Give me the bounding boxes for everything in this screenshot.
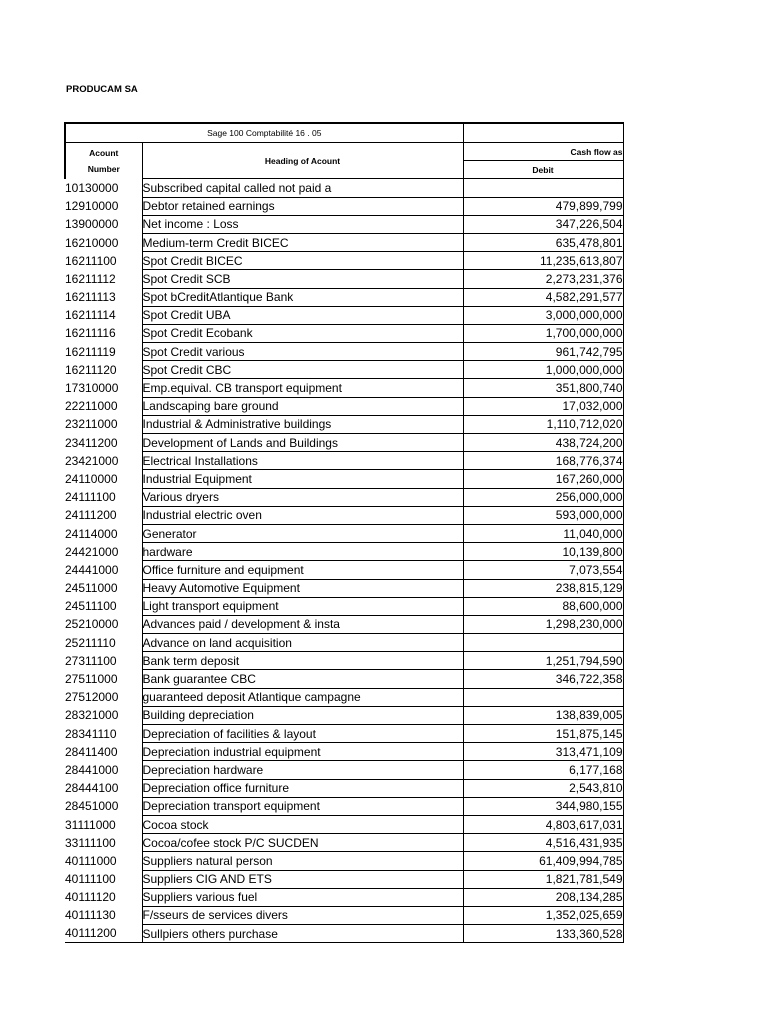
account-heading-cell: Suppliers various fuel: [142, 888, 463, 906]
account-number-cell: 40111000: [65, 852, 142, 870]
account-heading-cell: Various dryers: [142, 488, 463, 506]
debit-header: Debit: [463, 161, 623, 179]
account-heading-cell: Spot Credit SCB: [142, 270, 463, 288]
table-row: [65, 706, 623, 724]
debit-cell: 479,899,799: [463, 197, 623, 215]
account-number-cell: 28411400: [65, 743, 142, 761]
debit-cell: 347,226,504: [463, 215, 623, 233]
debit-cell: 4,803,617,031: [463, 815, 623, 833]
account-number-cell: 16211120: [65, 361, 142, 379]
table-row: [65, 743, 623, 761]
table-row: [65, 815, 623, 833]
account-heading-cell: Development of Lands and Buildings: [142, 434, 463, 452]
debit-cell: 4,582,291,577: [463, 288, 623, 306]
debit-cell: 344,980,155: [463, 797, 623, 815]
ledger-table: [64, 122, 624, 943]
account-number-cell: 28341110: [65, 725, 142, 743]
table-row: [65, 506, 623, 524]
account-number-cell: 31111000: [65, 815, 142, 833]
debit-cell: 2,543,810: [463, 779, 623, 797]
table-row: [65, 434, 623, 452]
table-row: [65, 179, 623, 197]
account-heading-cell: Office furniture and equipment: [142, 561, 463, 579]
debit-cell: 4,516,431,935: [463, 834, 623, 852]
account-heading-cell: Spot Credit BICEC: [142, 252, 463, 270]
table-row: [65, 488, 623, 506]
table-row: [65, 652, 623, 670]
account-number-cell: 12910000: [65, 197, 142, 215]
table-row: [65, 379, 623, 397]
table-row: [65, 524, 623, 542]
table-row: [65, 543, 623, 561]
account-heading-cell: Sullpiers others purchase: [142, 925, 463, 943]
debit-cell: 10,139,800: [463, 543, 623, 561]
table-row: [65, 888, 623, 906]
account-number-header: [65, 143, 142, 179]
account-heading-cell: Net income : Loss: [142, 215, 463, 233]
table-row: [65, 870, 623, 888]
account-number-cell: 24111200: [65, 506, 142, 524]
account-heading-cell: Spot Credit CBC: [142, 361, 463, 379]
debit-cell: 1,821,781,549: [463, 870, 623, 888]
table-row: [65, 925, 623, 943]
account-number-cell: 22211000: [65, 397, 142, 415]
header-row-columns: [65, 143, 623, 161]
account-number-cell: 24111100: [65, 488, 142, 506]
debit-cell: 1,700,000,000: [463, 324, 623, 342]
account-number-cell: 24114000: [65, 524, 142, 542]
account-heading-cell: Generator: [142, 524, 463, 542]
account-number-cell: 16211114: [65, 306, 142, 324]
account-heading-cell: Spot Credit UBA: [142, 306, 463, 324]
debit-cell: 238,815,129: [463, 579, 623, 597]
account-heading-cell: Bank term deposit: [142, 652, 463, 670]
table-row: [65, 797, 623, 815]
table-row: [65, 215, 623, 233]
account-heading-cell: Suppliers CIG AND ETS: [142, 870, 463, 888]
account-heading-cell: Landscaping bare ground: [142, 397, 463, 415]
account-number-cell: 28441000: [65, 761, 142, 779]
table-row: [65, 670, 623, 688]
debit-cell: 635,478,801: [463, 233, 623, 251]
debit-cell: 593,000,000: [463, 506, 623, 524]
debit-cell: 17,032,000: [463, 397, 623, 415]
account-heading-cell: Industrial & Administrative buildings: [142, 415, 463, 433]
account-heading-cell: Depreciation transport equipment: [142, 797, 463, 815]
account-number-cell: 27512000: [65, 688, 142, 706]
table-row: [65, 452, 623, 470]
table-row: [65, 324, 623, 342]
debit-cell: 1,352,025,659: [463, 906, 623, 924]
account-number-cell: 17310000: [65, 379, 142, 397]
account-heading-cell: Light transport equipment: [142, 597, 463, 615]
account-number-header-line1: Acount: [89, 147, 119, 158]
account-number-cell: 28321000: [65, 706, 142, 724]
table-row: [65, 834, 623, 852]
account-heading-cell: Depreciation industrial equipment: [142, 743, 463, 761]
debit-cell: 6,177,168: [463, 761, 623, 779]
debit-cell: 351,800,740: [463, 379, 623, 397]
debit-cell: 151,875,145: [463, 725, 623, 743]
account-number-cell: 23421000: [65, 452, 142, 470]
company-name: PRODUCAM SA: [66, 84, 138, 95]
software-title: Sage 100 Comptabilité 16 . 05: [65, 123, 463, 143]
account-heading-cell: F/sseurs de services divers: [142, 906, 463, 924]
account-heading-cell: Heavy Automotive Equipment: [142, 579, 463, 597]
debit-cell: 11,040,000: [463, 524, 623, 542]
table-row: [65, 579, 623, 597]
account-number-cell: 16211119: [65, 343, 142, 361]
account-number-cell: 27311100: [65, 652, 142, 670]
debit-cell: 961,742,795: [463, 343, 623, 361]
account-number-cell: 16211113: [65, 288, 142, 306]
debit-cell: 11,235,613,807: [463, 252, 623, 270]
account-number-cell: 40111200: [65, 925, 142, 943]
account-heading-cell: Spot Credit Ecobank: [142, 324, 463, 342]
account-number-cell: 40111130: [65, 906, 142, 924]
account-number-cell: 24511100: [65, 597, 142, 615]
debit-cell: 313,471,109: [463, 743, 623, 761]
account-heading-cell: Depreciation hardware: [142, 761, 463, 779]
table-row: [65, 597, 623, 615]
account-number-cell: 28451000: [65, 797, 142, 815]
cash-flow-header: Cash flow as: [463, 143, 623, 161]
account-heading-cell: Cocoa stock: [142, 815, 463, 833]
table-row: [65, 688, 623, 706]
account-number-cell: 16211116: [65, 324, 142, 342]
account-heading-cell: Building depreciation: [142, 706, 463, 724]
table-row: [65, 761, 623, 779]
account-number-cell: 25210000: [65, 615, 142, 633]
account-heading-cell: hardware: [142, 543, 463, 561]
account-heading-cell: Subscribed capital called not paid a: [142, 179, 463, 197]
account-number-header-line2: Number: [87, 163, 120, 174]
account-heading-cell: Debtor retained earnings: [142, 197, 463, 215]
debit-cell: 7,073,554: [463, 561, 623, 579]
table-row: [65, 470, 623, 488]
debit-cell: 3,000,000,000: [463, 306, 623, 324]
ledger-body: [65, 179, 623, 943]
account-number-cell: 40111100: [65, 870, 142, 888]
debit-cell: 1,251,794,590: [463, 652, 623, 670]
account-heading-cell: Bank guarantee CBC: [142, 670, 463, 688]
table-row: [65, 397, 623, 415]
table-row: [65, 615, 623, 633]
account-number-cell: 24511000: [65, 579, 142, 597]
account-heading-cell: Spot Credit various: [142, 343, 463, 361]
account-heading-cell: Cocoa/cofee stock P/C SUCDEN: [142, 834, 463, 852]
debit-cell: 61,409,994,785: [463, 852, 623, 870]
heading-of-account-header: Heading of Acount: [142, 143, 463, 179]
account-number-cell: 16211100: [65, 252, 142, 270]
account-number-cell: 24110000: [65, 470, 142, 488]
table-row: [65, 415, 623, 433]
debit-cell: [463, 688, 623, 706]
account-number-cell: 13900000: [65, 215, 142, 233]
table-row: [65, 561, 623, 579]
table-row: [65, 779, 623, 797]
account-heading-cell: Advance on land acquisition: [142, 634, 463, 652]
table-row: [65, 233, 623, 251]
debit-cell: 88,600,000: [463, 597, 623, 615]
account-heading-cell: Advances paid / development & insta: [142, 615, 463, 633]
account-heading-cell: guaranteed deposit Atlantique campagne: [142, 688, 463, 706]
account-number-cell: 24441000: [65, 561, 142, 579]
debit-cell: 256,000,000: [463, 488, 623, 506]
account-number-cell: 25211110: [65, 634, 142, 652]
debit-cell: 1,000,000,000: [463, 361, 623, 379]
header-row-software: [65, 123, 623, 143]
debit-cell: 438,724,200: [463, 434, 623, 452]
account-heading-cell: Spot bCreditAtlantique Bank: [142, 288, 463, 306]
debit-cell: 346,722,358: [463, 670, 623, 688]
table-row: [65, 343, 623, 361]
account-heading-cell: Medium-term Credit BICEC: [142, 233, 463, 251]
account-number-cell: 24421000: [65, 543, 142, 561]
account-heading-cell: Industrial electric oven: [142, 506, 463, 524]
account-number-cell: 40111120: [65, 888, 142, 906]
account-number-cell: 10130000: [65, 179, 142, 197]
debit-cell: 1,110,712,020: [463, 415, 623, 433]
account-heading-cell: Electrical Installations: [142, 452, 463, 470]
debit-cell: 208,134,285: [463, 888, 623, 906]
account-number-cell: 33111100: [65, 834, 142, 852]
account-heading-cell: Depreciation of facilities & layout: [142, 725, 463, 743]
account-number-cell: 23411200: [65, 434, 142, 452]
debit-cell: 133,360,528: [463, 925, 623, 943]
account-heading-cell: Suppliers natural person: [142, 852, 463, 870]
debit-cell: [463, 179, 623, 197]
debit-cell: 168,776,374: [463, 452, 623, 470]
table-row: [65, 252, 623, 270]
table-row: [65, 906, 623, 924]
table-row: [65, 197, 623, 215]
debit-cell: 167,260,000: [463, 470, 623, 488]
account-heading-cell: Emp.equival. CB transport equipment: [142, 379, 463, 397]
account-number-cell: 16210000: [65, 233, 142, 251]
table-row: [65, 361, 623, 379]
table-row: [65, 288, 623, 306]
table-row: [65, 725, 623, 743]
account-number-cell: 23211000: [65, 415, 142, 433]
debit-cell: 138,839,005: [463, 706, 623, 724]
debit-cell: 2,273,231,376: [463, 270, 623, 288]
account-number-cell: 28444100: [65, 779, 142, 797]
account-number-cell: 27511000: [65, 670, 142, 688]
account-number-cell: 16211112: [65, 270, 142, 288]
table-row: [65, 270, 623, 288]
debit-cell: [463, 634, 623, 652]
header-blank-cell: [463, 123, 623, 143]
table-row: [65, 306, 623, 324]
table-row: [65, 852, 623, 870]
account-heading-cell: Depreciation office furniture: [142, 779, 463, 797]
account-heading-cell: Industrial Equipment: [142, 470, 463, 488]
debit-cell: 1,298,230,000: [463, 615, 623, 633]
table-row: [65, 634, 623, 652]
